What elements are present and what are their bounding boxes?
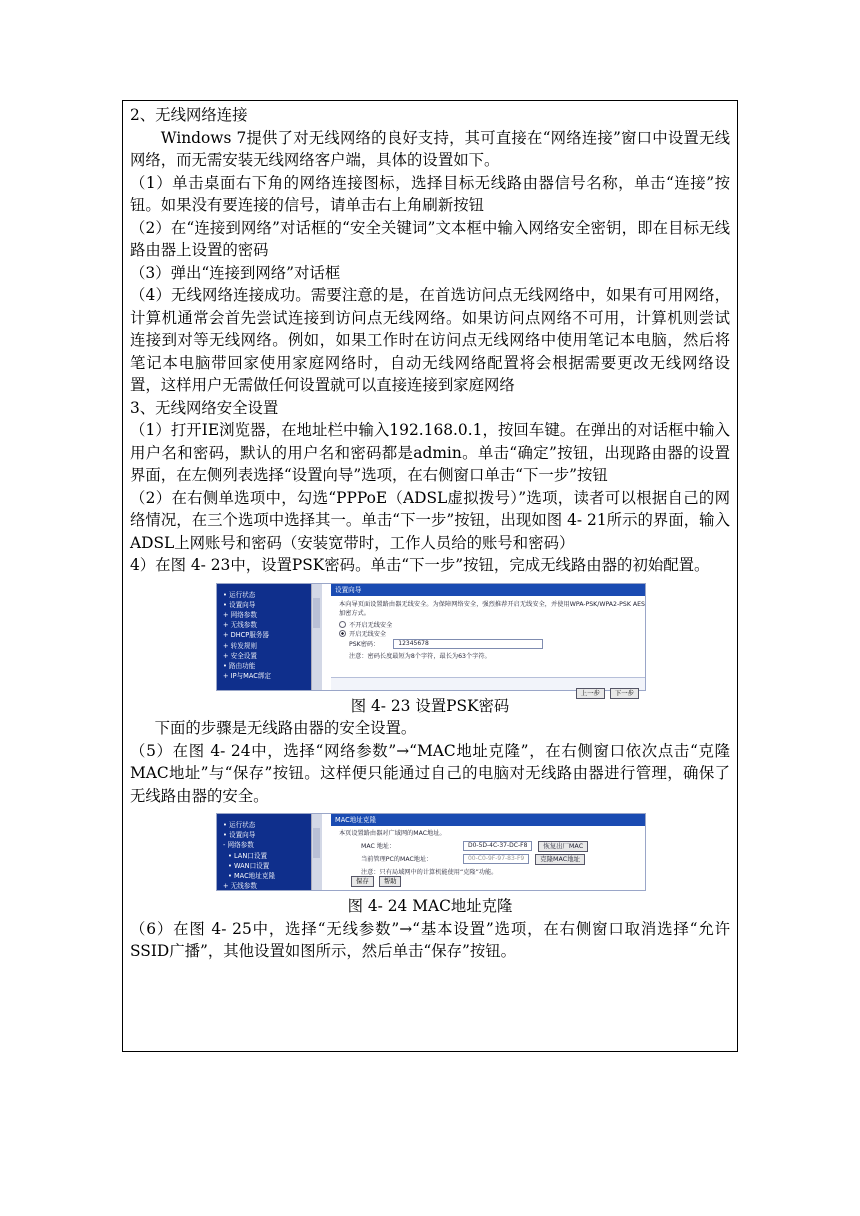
menu-item: • 运行状态 (223, 821, 256, 829)
step-paragraph: （6）在图 4- 25中，选择“无线参数”→“基本设置”选项，在右侧窗口取消选择“允许SSID广播”，其他设置如图所示，然后单击“保存”按钮。 (130, 919, 730, 960)
mac-field: D0-5D-4C-37-DC-F8 (463, 841, 532, 851)
menu-item: + IP与MAC绑定 (223, 672, 272, 681)
menu-item: + DHCP服务器 (223, 631, 270, 640)
option-disable-security: 不开启无线安全 (331, 621, 645, 630)
panel-title: 设置向导 (331, 584, 645, 596)
step-paragraph: （1）单击桌面右下角的网络连接图标，选择目标无线路由器信号名称，单击“连接”按钮。如果没有要连接的信号，请单击右上角刷新按钮 (130, 173, 730, 214)
next-button: 下一步 (610, 688, 639, 699)
pc-mac-row: 当前管理PC的MAC地址： 00-C0-9F-97-83-F9 克隆MAC地址 (331, 854, 645, 865)
menu-item: • WAN口设置 (228, 861, 270, 870)
clone-note: 注意：只有局域网中的计算机能使用“克隆”功能。 (361, 869, 498, 876)
psk-note: 注意：密码长度最短为8个字符，最长为63个字符。 (349, 652, 491, 660)
help-button: 帮助 (379, 876, 402, 887)
step-paragraph: （2）在右侧单选项中，勾选“PPPoE（ADSL虚拟拨号）”选项，读者可以根据自己的网络情况，在三个选项中选择其一。单击“下一步”按钮，出现如图 4- 21所示的界面，输入ADSL上网账号和密码（安装宽带时，工作人员给的账号和密码） (130, 488, 730, 552)
restore-mac-button: 恢复出厂MAC (538, 841, 588, 852)
section-heading-wireless-security: 3、无线网络安全设置 (130, 398, 279, 417)
step-paragraph: 4）在图 4- 23中，设置PSK密码。单击“下一步”按钮，完成无线路由器的初始配置。 (130, 556, 710, 574)
settings-panel (331, 584, 645, 697)
mac-clone-screenshot (216, 813, 646, 891)
option-enable-security: 开启无线安全 (331, 630, 645, 639)
menu-item: + 安全设置 (223, 651, 257, 660)
step-paragraph: （3）弹出“连接到网络”对话框 (130, 263, 341, 282)
mac-row: MAC 地址： D0-5D-4C-37-DC-F8 恢复出厂MAC (331, 841, 645, 852)
prev-button: 上一步 (576, 688, 605, 699)
document-body (130, 104, 730, 963)
menu-item: + 无线参数 (223, 621, 257, 630)
panel-description: 本向导页面设置路由器无线安全。为保障网络安全，强烈推荐开启无线安全，并使用WPA-PSK/WPA2-PSK AES加密方式。 (339, 600, 645, 617)
clone-mac-button: 克隆MAC地址 (535, 854, 585, 865)
intro-paragraph: Windows 7提供了对无线网络的良好支持，其可直接在“网络连接”窗口中设置无线网络，而无需安装无线网络客户端，具体的设置如下。 (130, 128, 730, 169)
settings-panel (331, 814, 645, 890)
psk-field: 12345678 (393, 639, 543, 649)
router-menu (217, 814, 311, 890)
psk-row: PSK密码： 12345678 (331, 639, 645, 649)
panel-title: MAC地址克隆 (331, 814, 645, 826)
menu-item: • 设置向导 (223, 600, 256, 609)
menu-item: • LAN口设置 (228, 851, 268, 860)
menu-item: • 运行状态 (223, 590, 256, 599)
save-button: 保存 (351, 876, 374, 887)
button-bar (331, 677, 645, 697)
radio-selected-icon (339, 630, 346, 637)
radio-icon (339, 621, 346, 628)
menu-scrollbar (311, 584, 322, 690)
menu-item: • 设置向导 (223, 831, 256, 840)
menu-item: + 转发规则 (223, 641, 257, 650)
menu-item: • MAC地址克隆 (228, 872, 276, 881)
section-heading-wireless-connection: 2、无线网络连接 (130, 106, 248, 124)
pc-mac-field: 00-C0-9F-97-83-F9 (463, 854, 529, 864)
figure-caption: 图 4- 23 设置PSK密码 (350, 696, 510, 715)
menu-item: - 网络参数 (223, 841, 254, 850)
router-menu (217, 584, 311, 690)
step-paragraph: （4）无线网络连接成功。需要注意的是，在首选访问点无线网络中，如果有可用网络，计算机通常会首先尝试连接到访问点无线网络。如果访问点网络不可用，计算机则尝试连接到对等无线网络。例如，如果工作时在访问点无线网络中使用笔记本电脑，然后将笔记本电脑带回家使用家庭网络时，自动无线网络配置将会根据需要更改无线网络设置，这样用户无需做任何设置就可以直接连接到家庭网络 (130, 286, 730, 394)
step-paragraph: （1）打开IE浏览器，在地址栏中输入192.168.0.1，按回车键。在弹出的对话框中输入用户名和密码，默认的用户名和密码都是admin。单击“确定”按钮，出现路由器的设置界面，在左侧列表选择“设置向导”选项，在右侧窗口单击“下一步”按钮 (130, 421, 730, 484)
menu-scrollbar (311, 814, 322, 890)
panel-description: 本页设置路由器对广域网的MAC地址。 (339, 830, 446, 837)
step-paragraph: （5）在图 4- 24中，选择“网络参数”→“MAC地址克隆”，在右侧窗口依次点击“克隆MAC地址”与“保存”按钮。这样便只能通过自己的电脑对无线路由器进行管理，确保了无线路由器的安全。 (130, 741, 730, 805)
menu-item: • 路由功能 (223, 661, 256, 670)
figure-caption: 图 4- 24 MAC地址克隆 (347, 897, 513, 915)
step-paragraph: （2）在“连接到网络”对话框的“安全关键词”文本框中输入网络安全密钥，即在目标无线路由器上设置的密码 (130, 218, 730, 259)
psk-settings-screenshot (216, 583, 646, 697)
transition-paragraph: 下面的步骤是无线路由器的安全设置。 (154, 719, 417, 737)
menu-item: + 无线参数 (223, 882, 257, 891)
menu-item: + 网络参数 (223, 610, 257, 619)
